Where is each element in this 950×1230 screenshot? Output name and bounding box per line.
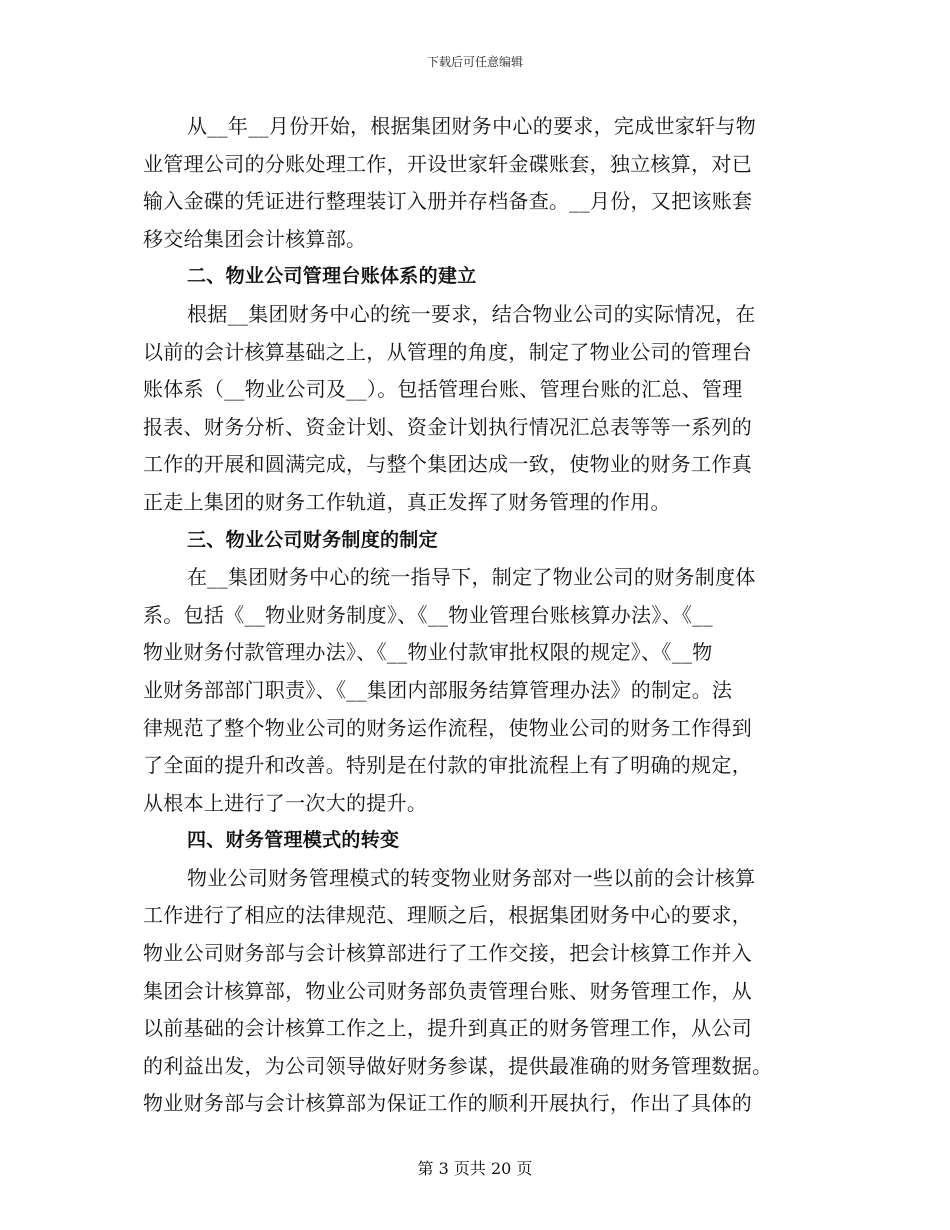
paragraph-line: 物业财务部与会计核算部为保证工作的顺利开展执行，作出了具体的 [143,1091,752,1116]
paragraph-line: 了全面的提升和改善。特别是在付款的审批流程上有了明确的规定， [143,753,752,778]
paragraph-line: 业财务部部门职责》、《__集团内部服务结算管理办法》的制定。法 [143,677,733,702]
section-heading: 四、财务管理模式的转变 [187,829,400,852]
paragraph-line: 报表、财务分析、资金计划、资金计划执行情况汇总表等等一系列的 [143,414,752,439]
paragraph-line: 律规范了整个物业公司的财务运作流程，使物业公司的财务工作得到 [143,715,752,740]
paragraph-line: 以前的会计核算基础之上，从管理的角度，制定了物业公司的管理台 [143,339,752,364]
paragraph-line: 工作的开展和圆满完成，与整个集团达成一致，使物业的财务工作真 [143,452,752,477]
paragraph-line: 输入金碟的凭证进行整理装订入册并存档备查。__月份，又把该账套 [143,189,753,214]
paragraph-line: 正走上集团的财务工作轨道，真正发挥了财务管理的作用。 [143,489,671,514]
paragraph-line: 根据__集团财务中心的统一要求，结合物业公司的实际情况，在 [187,301,756,326]
paragraph-line: 账体系（__物业公司及__）。包括管理台账、管理台账的汇总、管理 [143,377,743,402]
section-heading: 二、物业公司管理台账体系的建立 [187,265,477,288]
paragraph-line: 业管理公司的分账处理工作，开设世家轩金碟账套，独立核算，对已 [143,151,752,176]
paragraph-line: 从__年__月份开始，根据集团财务中心的要求，完成世家轩与物 [187,114,756,138]
paragraph-line: 在__集团财务中心的统一指导下，制定了物业公司的财务制度体 [187,565,756,590]
paragraph-line: 集团会计核算部，物业公司财务部负责管理台账、财务管理工作，从 [143,978,752,1003]
paragraph-line: 物业公司财务管理模式的转变物业财务部对一些以前的会计核算 [187,865,756,890]
paragraph-line: 从根本上进行了一次大的提升。 [143,790,428,815]
paragraph-line: 物业财务付款管理办法》、《__物业付款审批权限的规定》、《__物 [143,640,713,665]
paragraph-line: 物业公司财务部与会计核算部进行了工作交接，把会计核算工作并入 [143,941,752,966]
paragraph-line: 工作进行了相应的法律规范、理顺之后，根据集团财务中心的要求， [143,903,752,928]
paragraph-line: 移交给集团会计核算部。 [143,226,367,251]
page-header: 下载后可任意编辑 [426,55,523,69]
page-footer: 第 3 页共 20 页 [417,1159,533,1178]
paragraph-line: 的利益出发，为公司领导做好财务参谋，提供最准确的财务管理数据。 [143,1053,773,1078]
section-heading: 三、物业公司财务制度的制定 [187,528,438,551]
paragraph-line: 以前基础的会计核算工作之上，提升到真正的财务管理工作，从公司 [143,1016,752,1041]
document-body [143,108,803,1123]
paragraph-line: 系。包括《__物业财务制度》、《__物业管理台账核算办法》、《__ [143,602,713,627]
